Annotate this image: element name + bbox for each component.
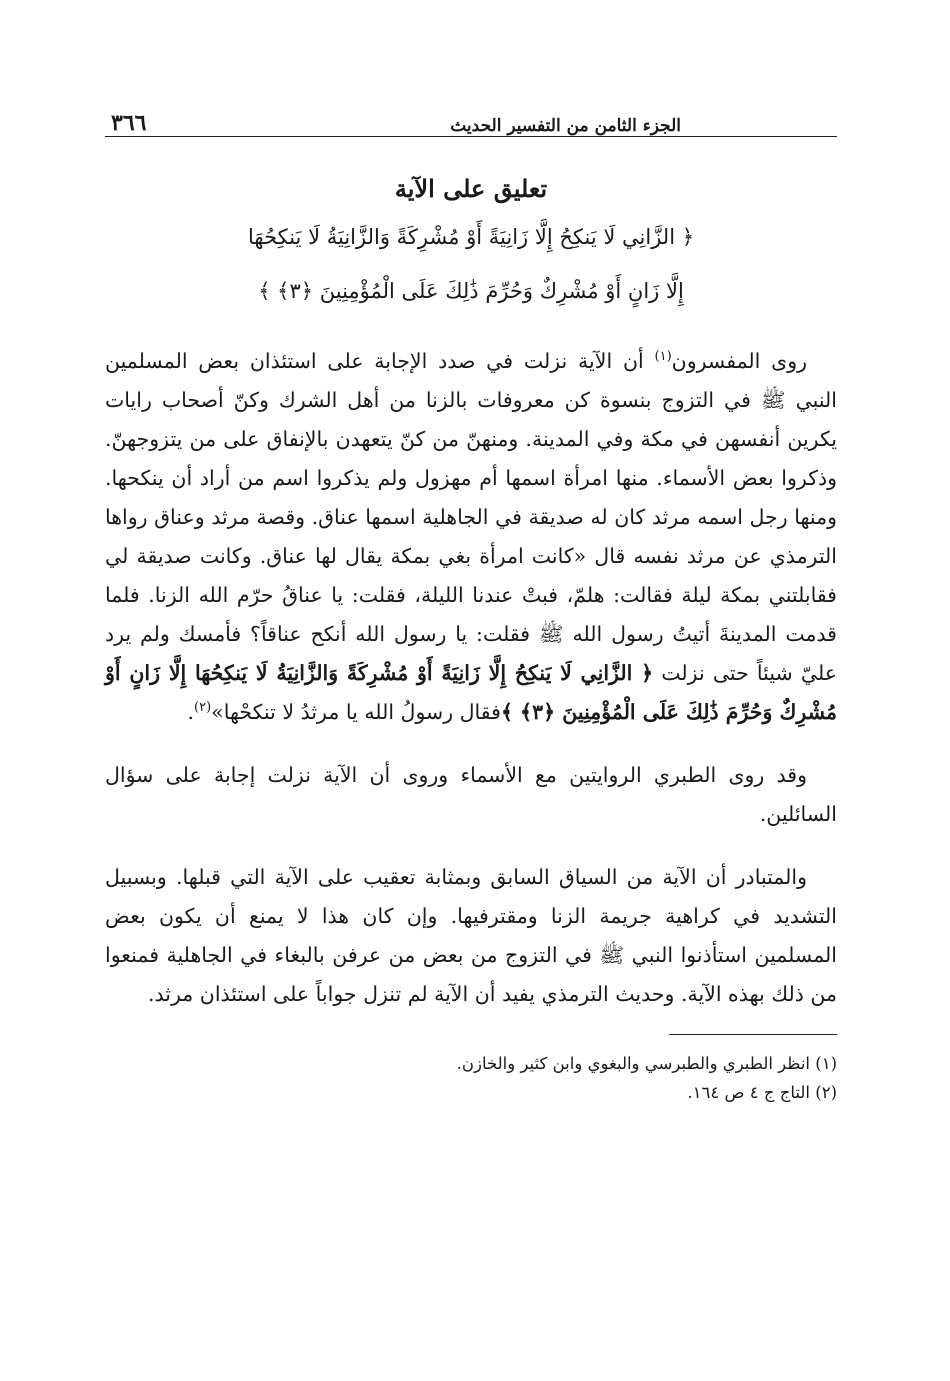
p1-main: أن الآية نزلت في صدد الإجابة على استئذان بعض المسلمين النبي ﷺ في التزوج بنسوة كن معروفات بالزنا من أهل الشرك وكنّ أصحاب رايات يكرين أنفسهن في مكة وفي المدينة. ومنهنّ من كنّ يتعهدن بالإنفاق على من يتزوجهنّ. وذكروا بعض الأسماء. منها امرأة اسمها أم مهزول ولم يذكروا اسم من أراد أن ينكحها. ومنها رجل اسمه مرثد كان له صديقة في الجاهلية اسمها عناق. وقصة مرثد وعناق رواها الترمذي عن مرثد نفسه قال «كانت امرأة بغي بمكة يقال لها عناق. وكانت صديقة لي فقابلتني بمكة ليلة فقالت: هلمّ، فبتْ عندنا الليلة، فقلت: يا عناقُ حرّم الله الزنا. فلما قدمت المدينةَ أتيتُ رسول الله ﷺ فقلت: يا رسول الله أنكح عناقاً؟ فأمسك ولم يرد عليّ شيئاً حتى نزلت [105, 348, 837, 685]
p1-tail: . [187, 699, 195, 724]
paragraph-3: والمتبادر أن الآية من السياق السابق وبمثابة تعقيب على الآية التي قبلها. وبسبيل التشديد في كراهية جريمة الزنا ومقترفيها. وإن كان هذا لا يمنع أن يكون بعض المسلمين استأذنوا النبي ﷺ في التزوج من بعض من عرفن بالبغاء في الجاهلية فمنعوا من ذلك بهذه الآية. وحديث الترمذي يفيد أن الآية لم تنزل جواباً على استئذان مرثد. [105, 864, 837, 1006]
footnote-ref-1: (١) [654, 348, 672, 364]
page-header [105, 110, 837, 137]
footnote-divider [669, 1034, 837, 1035]
p1-end: فقال رسولُ الله يا مرثدُ لا تنكحْها» [211, 699, 501, 724]
running-title: الجزء الثامن من التفسير الحديث [450, 116, 681, 136]
book-page [105, 110, 837, 1107]
footnote-1: (١) انظر الطبري والطبرسي والبغوي وابن كثير والخازن. [456, 1053, 837, 1073]
quran-verse [105, 210, 837, 318]
verse-line-1: ﴿ الزَّانِي لَا يَنكِحُ إِلَّا زَانِيَةً أَوْ مُشْرِكَةً وَالزَّانِيَةُ لَا يَنكِحُهَا [247, 224, 695, 249]
paragraph-2: وقد روى الطبري الروايتين مع الأسماء وروى أن الآية نزلت إجابة على سؤال السائلين. [105, 762, 837, 826]
footnotes [105, 1049, 837, 1107]
section-heading: تعليق على الآية [394, 174, 548, 203]
page-number: ٣٦٦ [111, 110, 147, 136]
footnote-2: (٢) التاج ج ٤ ص ١٦٤. [687, 1082, 837, 1102]
p1-inline-verse: ﴿ الزَّانِي لَا يَنكِحُ إِلَّا زَانِيَةً أَوْ مُشْرِكَةً وَالزَّانِيَةُ لَا يَنكِحُهَا إِلَّا زَانٍ أَوْ مُشْرِكٌ وَحُرِّمَ ذَٰلِكَ عَلَى الْمُؤْمِنِينَ ﴿٣﴾ ﴾ [105, 660, 837, 724]
footnote-ref-2: (٢) [194, 699, 212, 715]
verse-line-2: إِلَّا زَانٍ أَوْ مُشْرِكٌ وَحُرِّمَ ذَٰلِكَ عَلَى الْمُؤْمِنِينَ ﴿٣﴾ ﴾ [258, 278, 684, 303]
p1-start: روى المفسرون [671, 348, 808, 373]
paragraph-1 [105, 342, 837, 732]
